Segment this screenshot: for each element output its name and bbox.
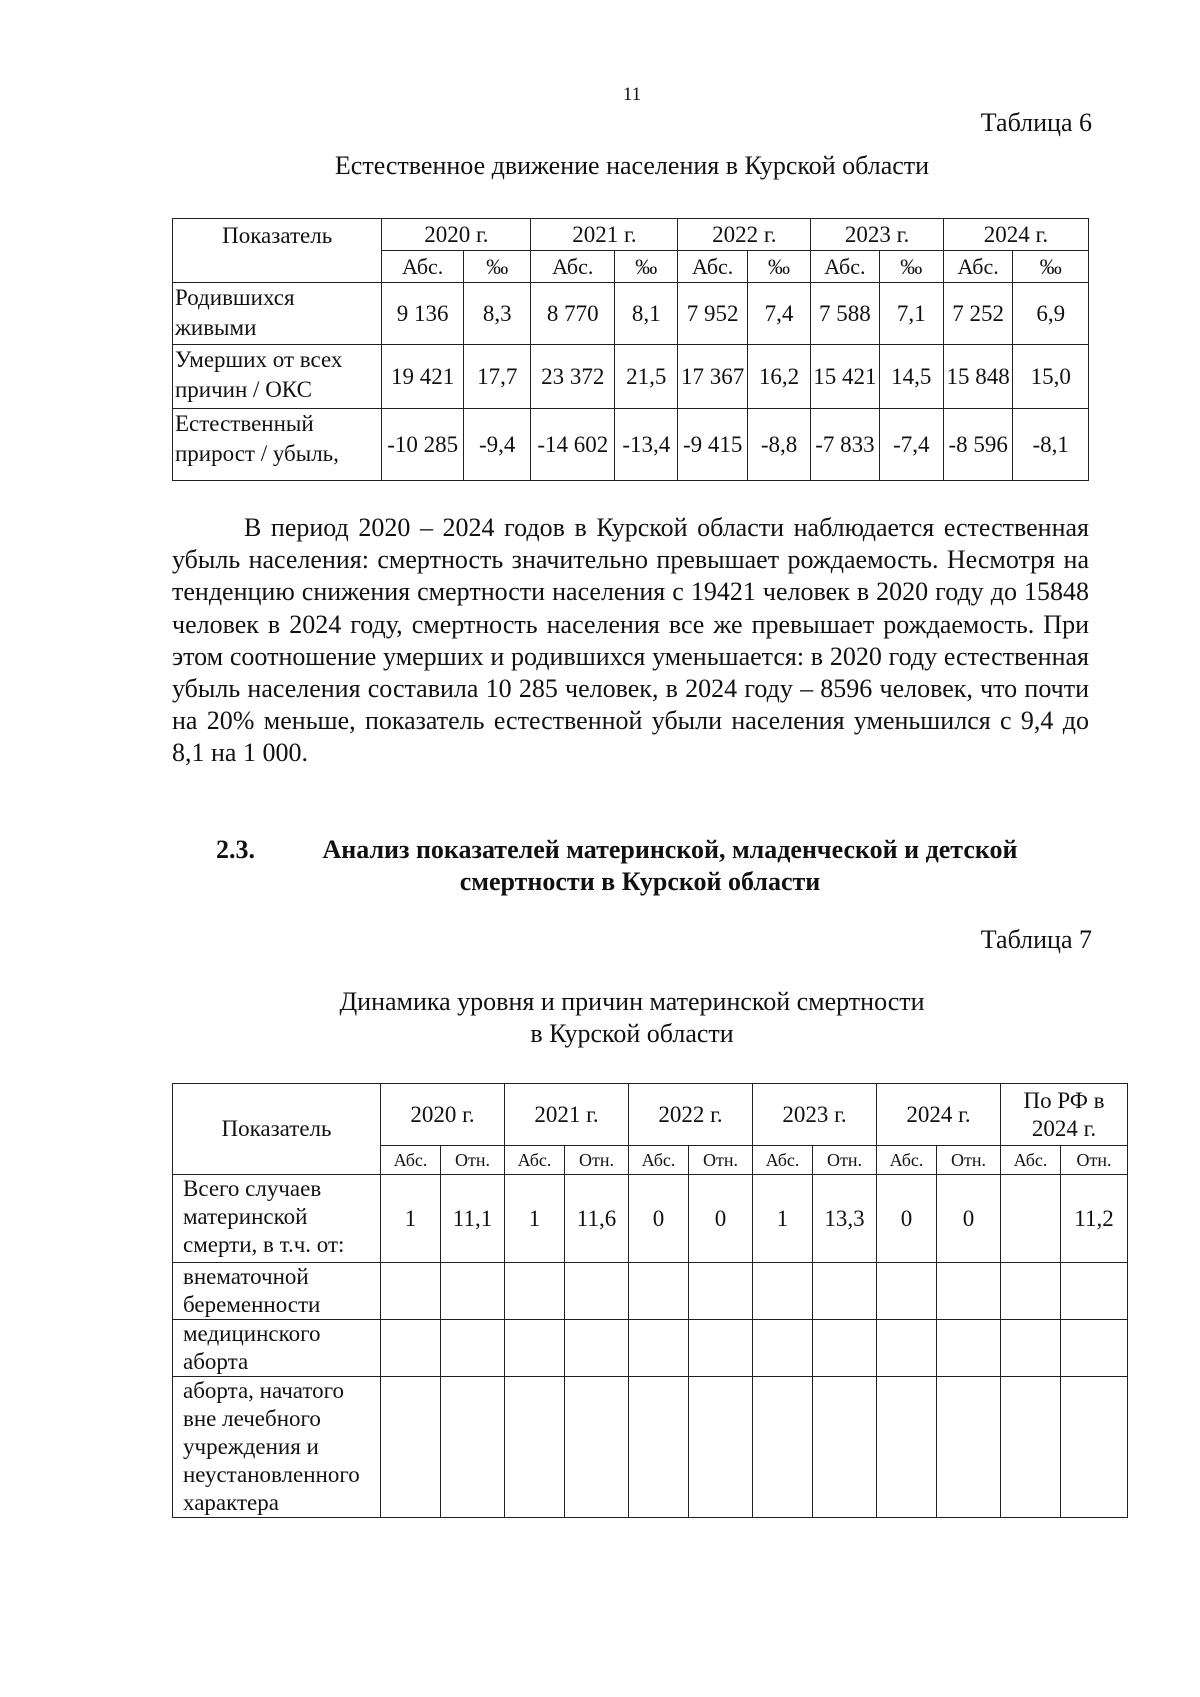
sub-header: ‰ xyxy=(615,251,678,283)
cell: 9 136 xyxy=(382,283,464,345)
cell: 8,1 xyxy=(615,283,678,345)
cell: -9,4 xyxy=(464,409,531,481)
cell: 8,3 xyxy=(464,283,531,345)
sub-header: Абс. xyxy=(811,251,879,283)
section-title-line-2: смертности в Курской области xyxy=(459,867,821,896)
cell: 11,1 xyxy=(441,1175,505,1263)
cell xyxy=(381,1263,441,1320)
cell: 8 770 xyxy=(531,283,615,345)
sub-header: Отн. xyxy=(1061,1146,1128,1175)
cell xyxy=(441,1377,505,1518)
cell: 0 xyxy=(689,1175,753,1263)
cell: 6,9 xyxy=(1013,283,1089,345)
sub-header: ‰ xyxy=(747,251,810,283)
cell xyxy=(877,1263,937,1320)
cell xyxy=(689,1263,753,1320)
cell: 17 367 xyxy=(678,345,747,409)
row-label-deaths: Умерших от всех причин / ОКС xyxy=(173,345,382,409)
row-label-ectopic: внематочной беременности xyxy=(173,1263,381,1320)
cell xyxy=(381,1320,441,1377)
table-7-caption-line-1: Динамика уровня и причин материнской смертности xyxy=(339,987,925,1016)
sub-header: Отн. xyxy=(689,1146,753,1175)
sub-header: Абс. xyxy=(531,251,615,283)
cell xyxy=(1061,1377,1128,1518)
year-header: 2023 г. xyxy=(753,1084,877,1146)
rf-header: По РФ в 2024 г. xyxy=(1001,1084,1128,1146)
cell xyxy=(629,1320,689,1377)
year-header: 2023 г. xyxy=(811,219,944,251)
cell: -9 415 xyxy=(678,409,747,481)
cell xyxy=(381,1377,441,1518)
cell xyxy=(629,1263,689,1320)
sub-header: Отн. xyxy=(937,1146,1001,1175)
table-7-caption xyxy=(172,986,1092,1050)
cell: -8,8 xyxy=(747,409,810,481)
sub-header: Абс. xyxy=(505,1146,565,1175)
row-label-births: Родившихся живыми xyxy=(173,283,382,345)
cell xyxy=(877,1320,937,1377)
cell xyxy=(813,1377,877,1518)
cell: 15 848 xyxy=(943,345,1012,409)
cell xyxy=(565,1377,629,1518)
section-heading xyxy=(200,834,1080,898)
cell xyxy=(753,1320,813,1377)
cell xyxy=(505,1263,565,1320)
cell: 11,2 xyxy=(1061,1175,1128,1263)
cell: 16,2 xyxy=(747,345,810,409)
cell xyxy=(937,1320,1001,1377)
cell xyxy=(1001,1320,1061,1377)
cell: 23 372 xyxy=(531,345,615,409)
year-header: 2022 г. xyxy=(678,219,811,251)
sub-header: Абс. xyxy=(1001,1146,1061,1175)
cell: -8,1 xyxy=(1013,409,1089,481)
table-7-caption-line-2: в Курской области xyxy=(530,1019,734,1048)
year-header: 2020 г. xyxy=(382,219,531,251)
cell xyxy=(1001,1377,1061,1518)
year-header: 2020 г. xyxy=(381,1084,505,1146)
cell xyxy=(753,1263,813,1320)
natural-movement-table xyxy=(172,218,1089,481)
row-label-medical-abortion: медицинского аборта xyxy=(173,1320,381,1377)
page-number: 11 xyxy=(622,84,642,105)
sub-header: ‰ xyxy=(879,251,943,283)
cell: 7 252 xyxy=(943,283,1012,345)
row-label-natural-growth: Естественный прирост / убыль, xyxy=(173,409,382,481)
body-paragraph: В период 2020 – 2024 годов в Курской области наблюдается естественная убыль населения: смертность значительно превышает рождаемость. Несмотря на тенденцию снижения смертности населения с 19421 человек в 2020 году до 15848 человек в 2024 году, смертность населения все же превышает рождаемость. При этом соотношение умерших и родившихся уменьшается: в 2020 году естественная убыль населения составила 10 285 человек, в 2024 году – 8596 человек, что почти на 20% меньше, показатель естественной убыли населения уменьшился с 9,4 до 8,1 на 1 000. xyxy=(172,513,1089,768)
cell: 19 421 xyxy=(382,345,464,409)
cell xyxy=(1061,1320,1128,1377)
cell xyxy=(565,1263,629,1320)
cell: 7 588 xyxy=(811,283,879,345)
year-header: 2022 г. xyxy=(629,1084,753,1146)
section-number: 2.3. xyxy=(216,835,255,864)
maternal-mortality-table xyxy=(172,1083,1128,1518)
section-title-line-1: Анализ показателей материнской, младенческой и детской xyxy=(322,835,1018,864)
cell: -10 285 xyxy=(382,409,464,481)
table-7-label: Таблица 7 xyxy=(980,925,1092,954)
sub-header: Отн. xyxy=(813,1146,877,1175)
cell xyxy=(505,1377,565,1518)
cell: -13,4 xyxy=(615,409,678,481)
sub-header: ‰ xyxy=(1013,251,1089,283)
cell xyxy=(1001,1175,1061,1263)
cell xyxy=(753,1377,813,1518)
year-header: 2024 г. xyxy=(877,1084,1001,1146)
cell xyxy=(689,1320,753,1377)
cell: 11,6 xyxy=(565,1175,629,1263)
cell: 15 421 xyxy=(811,345,879,409)
sub-header: Абс. xyxy=(382,251,464,283)
cell: 15,0 xyxy=(1013,345,1089,409)
sub-header: Отн. xyxy=(441,1146,505,1175)
cell: 14,5 xyxy=(879,345,943,409)
cell xyxy=(441,1320,505,1377)
cell: -7 833 xyxy=(811,409,879,481)
year-header: 2021 г. xyxy=(505,1084,629,1146)
cell: 1 xyxy=(505,1175,565,1263)
cell xyxy=(937,1377,1001,1518)
cell: 7,1 xyxy=(879,283,943,345)
sub-header: Отн. xyxy=(565,1146,629,1175)
sub-header: Абс. xyxy=(877,1146,937,1175)
cell xyxy=(877,1377,937,1518)
cell: 13,3 xyxy=(813,1175,877,1263)
cell xyxy=(1061,1263,1128,1320)
cell xyxy=(441,1263,505,1320)
cell: -14 602 xyxy=(531,409,615,481)
cell: 1 xyxy=(381,1175,441,1263)
row-label-total-cases: Всего случаев материнской смерти, в т.ч. от: xyxy=(173,1175,381,1263)
header-indicator: Показатель xyxy=(173,1084,381,1175)
cell: 17,7 xyxy=(464,345,531,409)
table-6-caption: Естественное движение населения в Курской области xyxy=(334,151,930,180)
cell xyxy=(813,1263,877,1320)
cell xyxy=(629,1377,689,1518)
sub-header: Абс. xyxy=(381,1146,441,1175)
cell: 1 xyxy=(753,1175,813,1263)
cell xyxy=(505,1320,565,1377)
sub-header: ‰ xyxy=(464,251,531,283)
year-header: 2024 г. xyxy=(943,219,1088,251)
cell xyxy=(813,1320,877,1377)
cell: 0 xyxy=(937,1175,1001,1263)
cell: 7,4 xyxy=(747,283,810,345)
sub-header: Абс. xyxy=(678,251,747,283)
cell xyxy=(937,1263,1001,1320)
cell: -8 596 xyxy=(943,409,1012,481)
table-6-label: Таблица 6 xyxy=(980,108,1092,137)
cell: 7 952 xyxy=(678,283,747,345)
cell xyxy=(1001,1263,1061,1320)
header-indicator: Показатель xyxy=(173,219,382,283)
sub-header: Абс. xyxy=(629,1146,689,1175)
cell xyxy=(565,1320,629,1377)
cell xyxy=(689,1377,753,1518)
sub-header: Абс. xyxy=(753,1146,813,1175)
cell: 0 xyxy=(629,1175,689,1263)
sub-header: Абс. xyxy=(943,251,1012,283)
cell: 21,5 xyxy=(615,345,678,409)
cell: 0 xyxy=(877,1175,937,1263)
row-label-other-abortion: аборта, начатого вне лечебного учреждения и неустановленного характера xyxy=(173,1377,381,1518)
cell: -7,4 xyxy=(879,409,943,481)
year-header: 2021 г. xyxy=(531,219,678,251)
